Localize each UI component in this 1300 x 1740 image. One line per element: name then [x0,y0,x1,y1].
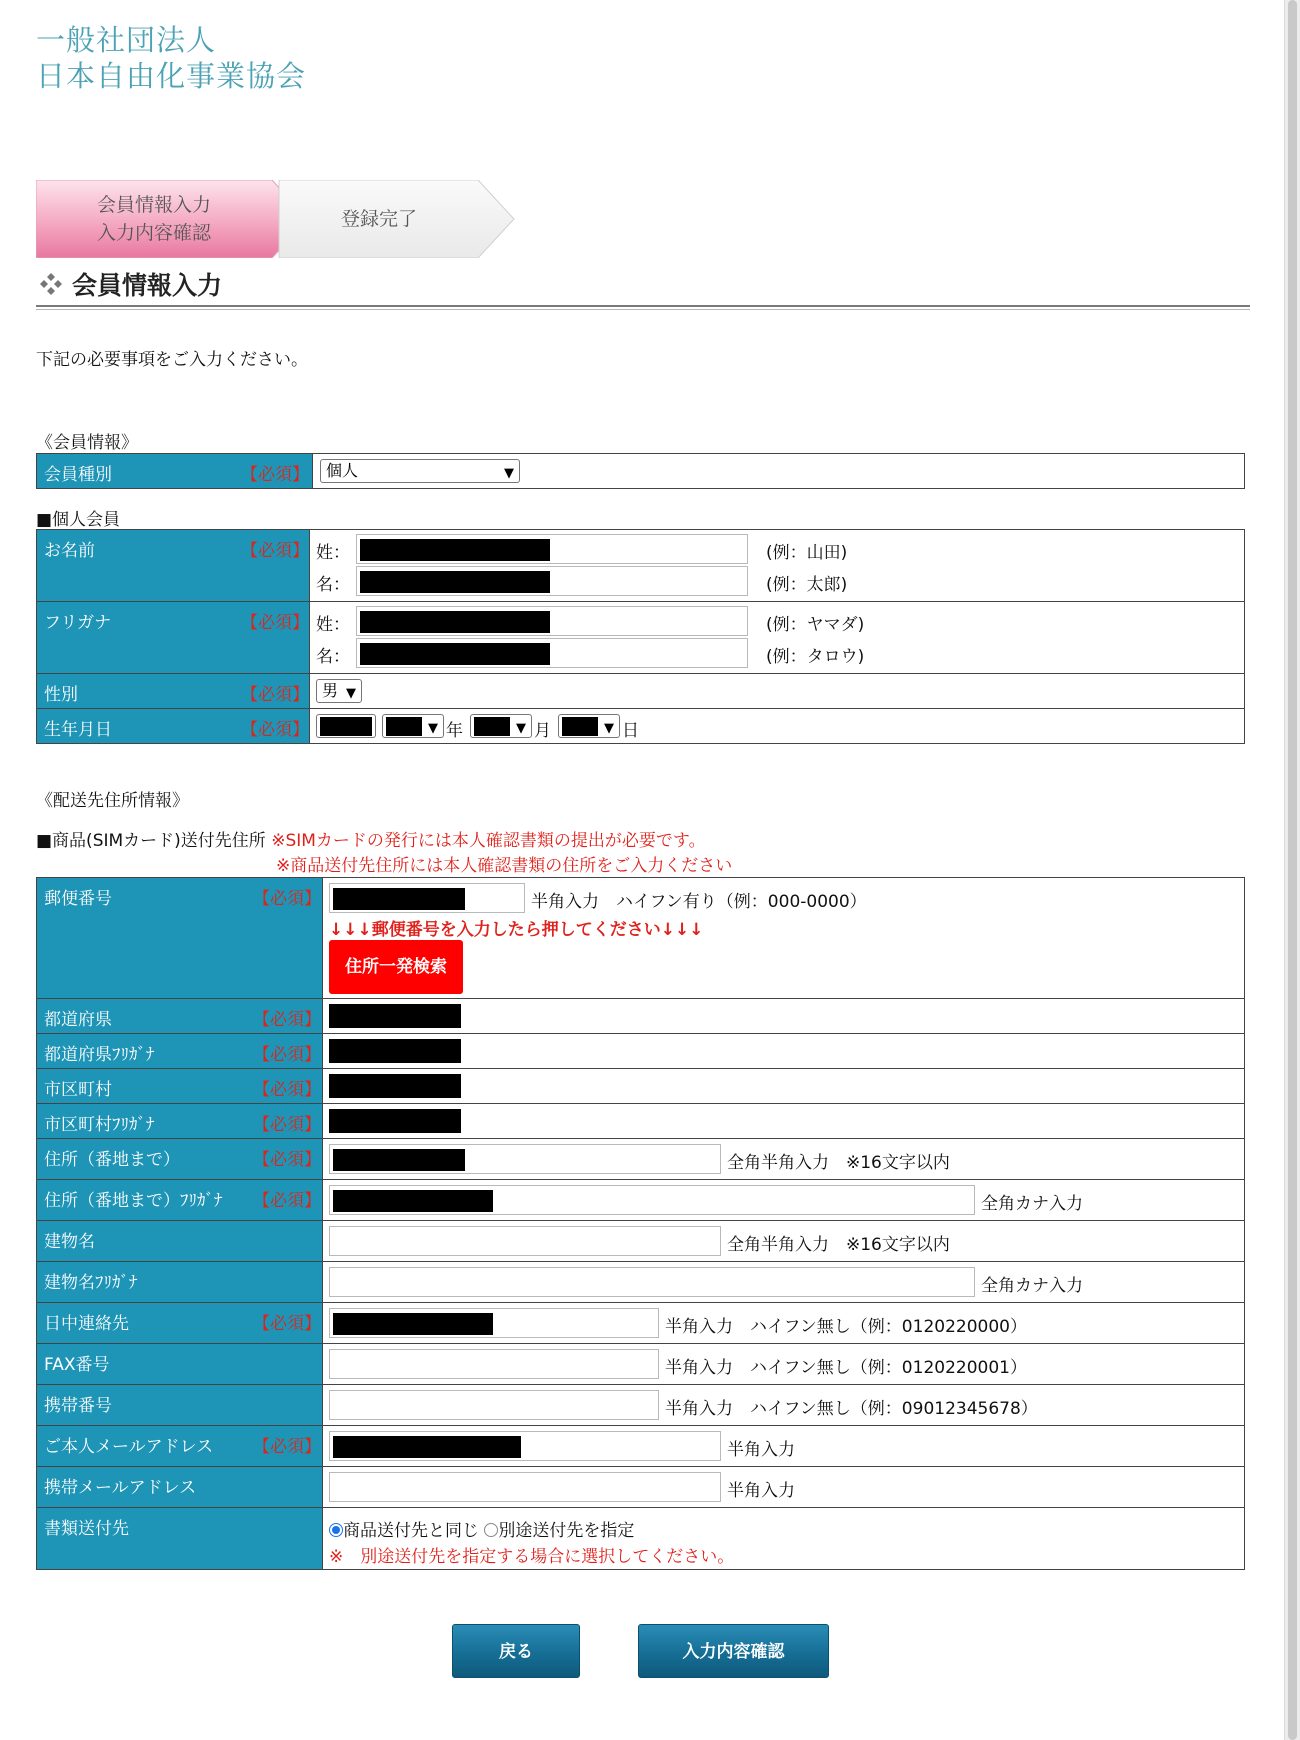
mobile-email-row [37,1467,1245,1508]
required-mark: 【必須】 [241,613,309,633]
required-mark: 【必須】 [253,1314,321,1334]
birth-era-select[interactable] [316,714,376,738]
fax-row [37,1344,1245,1385]
mobile-row [37,1385,1245,1426]
chevron-down-icon: ▼ [346,686,356,701]
redaction [360,571,550,593]
name-value-cell [310,530,1245,602]
first-name-input[interactable] [356,566,748,596]
scrollbar[interactable] [1284,0,1300,1740]
postal-instruction: ↓↓↓郵便番号を入力したら押してください↓↓↓ [329,920,704,940]
addr-label-cell [37,1139,323,1180]
address-notice: ※商品送付先住所には本人確認書類の住所をご入力ください [276,856,733,876]
member-info-heading: 《会員情報》 [36,433,138,453]
postal-row [37,878,1245,999]
individual-heading: ■個人会員 [36,510,121,530]
required-mark: 【必須】 [253,1010,321,1030]
intro-text: 下記の必要事項をご入力ください。 [36,350,308,370]
month-suffix: 月 [534,721,551,741]
required-mark: 【必須】 [253,889,321,909]
step-1-line-2: 入力内容確認 [96,222,211,244]
mobile-label-cell [37,1385,323,1426]
tel-label: 日中連絡先 [44,1314,129,1334]
birth-row [37,709,1245,744]
required-mark: 【必須】 [241,541,309,561]
email-row [37,1426,1245,1467]
bldg-kana-value-cell [323,1262,1245,1303]
postal-label-cell [37,878,323,999]
required-mark: 【必須】 [253,1080,321,1100]
chevron-down-icon: ▼ [516,721,526,736]
pref-kana-label-cell [37,1034,323,1069]
mobile-email-value-cell [323,1467,1245,1508]
city-kana-value-cell [323,1104,1245,1139]
redaction [360,643,550,665]
redaction [474,717,510,736]
member-type-row [37,454,1245,489]
logo-line-1: 一般社団法人 [36,23,217,57]
kana-label-cell [37,602,310,674]
gender-select[interactable] [316,679,362,703]
mobile-email-label-cell [37,1467,323,1508]
individual-table [36,529,1245,744]
bldg-row [37,1221,1245,1262]
postal-hint: 半角入力 ハイフン有り（例：000-0000） [531,892,867,912]
shipping-table [36,877,1245,1570]
birth-year-select[interactable] [382,714,444,738]
radio-other-address-label[interactable]: 別途送付先を指定 [498,1521,635,1541]
shipping-sub-heading [36,826,706,851]
daytime-phone-hint: 半角入力 ハイフン無し（例：0120220000） [665,1317,1027,1337]
kana-row [37,602,1245,674]
pref-value-cell [323,999,1245,1034]
name-label-cell [37,530,310,602]
step-2-label [279,205,479,233]
title-divider-sub [36,309,1250,310]
address-search-button[interactable]: 住所一発検索 [329,940,463,994]
member-type-value-cell [313,454,1245,489]
gender-label-cell [37,674,310,709]
addr-value-cell [323,1139,1245,1180]
step-1-line-1: 会員情報入力 [96,194,211,216]
gender-value: 男 [322,681,339,700]
gender-row [37,674,1245,709]
bldg-kana-row [37,1262,1245,1303]
radio-same-address-label[interactable]: 商品送付先と同じ [343,1521,479,1541]
required-mark: 【必須】 [241,465,309,485]
addr-kana-value-cell [323,1180,1245,1221]
step-1-label [36,191,272,247]
last-name-example: (例：山田) [766,543,848,563]
mei-label: 名： [316,575,350,595]
required-mark: 【必須】 [253,1150,321,1170]
redaction [360,539,550,561]
doc-label-cell [37,1508,323,1570]
name-row [37,530,1245,602]
email-hint: 半角入力 [727,1440,795,1460]
tel-value-cell [323,1303,1245,1344]
required-mark: 【必須】 [241,685,309,705]
city-kana-label-cell [37,1104,323,1139]
required-mark: 【必須】 [253,1191,321,1211]
progress-steps [36,180,516,258]
mobile-phone-input[interactable] [329,1390,659,1420]
redaction [333,1436,521,1458]
member-type-value: 個人 [326,461,359,480]
email-label-cell [37,1426,323,1467]
sei-label: 姓： [316,543,350,563]
building-kana-input[interactable] [329,1267,975,1297]
city-row [37,1069,1245,1104]
building-kana-hint: 全角カナ入力 [981,1276,1083,1296]
birth-month-select[interactable] [470,714,532,738]
mobile-label: 携帯番号 [44,1396,112,1416]
postal-value-cell [323,878,1245,999]
shipping-heading: 《配送先住所情報》 [36,791,189,811]
page-title-text: 会員情報入力 [72,271,223,300]
fax-value-cell [323,1344,1245,1385]
fax-label: FAX番号 [44,1355,110,1375]
pref-kana-value-redacted [329,1039,461,1063]
city-label: 市区町村 [44,1080,112,1100]
city-value-cell [323,1069,1245,1104]
doc-notice: ※ 別途送付先を指定する場合に選択してください。 [329,1547,735,1567]
gender-value-cell [310,674,1245,709]
redaction [333,888,465,910]
mobile-phone-hint: 半角入力 ハイフン無し（例：09012345678） [665,1399,1038,1419]
birth-value-cell [310,709,1245,744]
pref-label-cell [37,999,323,1034]
confirm-button[interactable]: 入力内容確認 [638,1624,829,1678]
step-2-line-1: 登録完了 [340,208,417,230]
first-name-example: (例：太郎) [766,575,848,595]
last-name-kana-example: (例：ヤマダ) [766,615,865,635]
bldg-label: 建物名 [44,1232,95,1252]
redaction [562,717,598,736]
year-suffix: 年 [446,721,463,741]
addr-kana-label: 住所（番地まで）ﾌﾘｶﾞﾅ [44,1191,223,1211]
bldg-label-cell [37,1221,323,1262]
scrollbar-thumb[interactable] [1288,0,1297,1740]
required-mark: 【必須】 [253,1437,321,1457]
pref-label: 都道府県 [44,1010,112,1030]
tel-label-cell [37,1303,323,1344]
addr-kana-label-cell [37,1180,323,1221]
sim-notice: ※SIMカードの発行には本人確認書類の提出が必要です。 [271,831,706,851]
email-value-cell [323,1426,1245,1467]
kana-label: フリガナ [44,613,112,633]
city-kana-value-redacted [329,1109,461,1133]
daytime-phone-input[interactable] [329,1308,659,1338]
chevron-down-icon: ▼ [604,721,614,736]
tel-row [37,1303,1245,1344]
first-name-kana-example: (例：タロウ) [766,647,865,667]
bldg-kana-label-cell [37,1262,323,1303]
redaction [333,1149,465,1171]
site-logo [36,22,306,94]
doc-value-cell [323,1508,1245,1570]
addr-label: 住所（番地まで） [44,1150,180,1170]
email-input[interactable] [329,1431,721,1461]
day-suffix: 日 [622,721,639,741]
doc-options [329,1516,634,1541]
diamond-cluster-icon [38,271,64,297]
redaction [333,1190,493,1212]
name-label: お名前 [44,541,95,561]
fax-hint: 半角入力 ハイフン無し（例：0120220001） [665,1358,1027,1378]
member-type-select[interactable] [320,459,520,483]
member-type-table [36,453,1245,489]
redaction [386,717,422,736]
pref-kana-value-cell [323,1034,1245,1069]
sei-kana-label: 姓： [316,615,350,635]
redaction [320,717,372,736]
city-value-redacted [329,1074,461,1098]
shipping-sub-heading-text: ■商品(SIMカード)送付先住所 [36,831,266,851]
chevron-down-icon: ▼ [428,721,438,736]
email-label: ご本人メールアドレス [44,1437,214,1457]
fax-input[interactable] [329,1349,659,1379]
member-type-label-cell [37,454,313,489]
chevron-down-icon: ▼ [504,466,514,481]
building-input[interactable] [329,1226,721,1256]
address-kana-input[interactable] [329,1185,975,1215]
redaction [360,611,550,633]
building-hint: 全角半角入力 ※16文字以内 [727,1235,950,1255]
addr-kana-row [37,1180,1245,1221]
pref-kana-row [37,1034,1245,1069]
pref-value-redacted [329,1004,461,1028]
bldg-kana-label: 建物名ﾌﾘｶﾞﾅ [44,1273,138,1293]
postal-code-input[interactable] [329,883,525,913]
city-kana-row [37,1104,1245,1139]
addr-row [37,1139,1245,1180]
required-mark: 【必須】 [241,720,309,740]
radio-other-address[interactable] [484,1523,498,1537]
address-kana-hint: 全角カナ入力 [981,1194,1083,1214]
city-kana-label: 市区町村ﾌﾘｶﾞﾅ [44,1115,155,1135]
pref-row [37,999,1245,1034]
mobile-value-cell [323,1385,1245,1426]
address-hint: 全角半角入力 ※16文字以内 [727,1153,950,1173]
back-button[interactable]: 戻る [452,1624,580,1678]
fax-label-cell [37,1344,323,1385]
first-name-kana-input[interactable] [356,638,748,668]
gender-label: 性別 [44,685,78,705]
last-name-kana-input[interactable] [356,606,748,636]
last-name-input[interactable] [356,534,748,564]
member-type-label: 会員種別 [44,465,112,485]
postal-label: 郵便番号 [44,889,112,909]
birth-label: 生年月日 [44,720,112,740]
doc-label: 書類送付先 [44,1519,129,1539]
bldg-value-cell [323,1221,1245,1262]
kana-value-cell [310,602,1245,674]
address-input[interactable] [329,1144,721,1174]
mei-kana-label: 名： [316,647,350,667]
mobile-email-input[interactable] [329,1472,721,1502]
city-label-cell [37,1069,323,1104]
title-divider [36,305,1250,307]
birth-day-select[interactable] [558,714,620,738]
mobile-email-hint: 半角入力 [727,1481,795,1501]
mobile-email-label: 携帯メールアドレス [44,1478,197,1498]
doc-row [37,1508,1245,1570]
logo-line-2: 日本自由化事業協会 [36,59,307,93]
required-mark: 【必須】 [253,1115,321,1135]
radio-same-address[interactable] [329,1523,343,1537]
redaction [333,1313,493,1335]
required-mark: 【必須】 [253,1045,321,1065]
pref-kana-label: 都道府県ﾌﾘｶﾞﾅ [44,1045,155,1065]
birth-label-cell [37,709,310,744]
page-title [38,266,222,302]
